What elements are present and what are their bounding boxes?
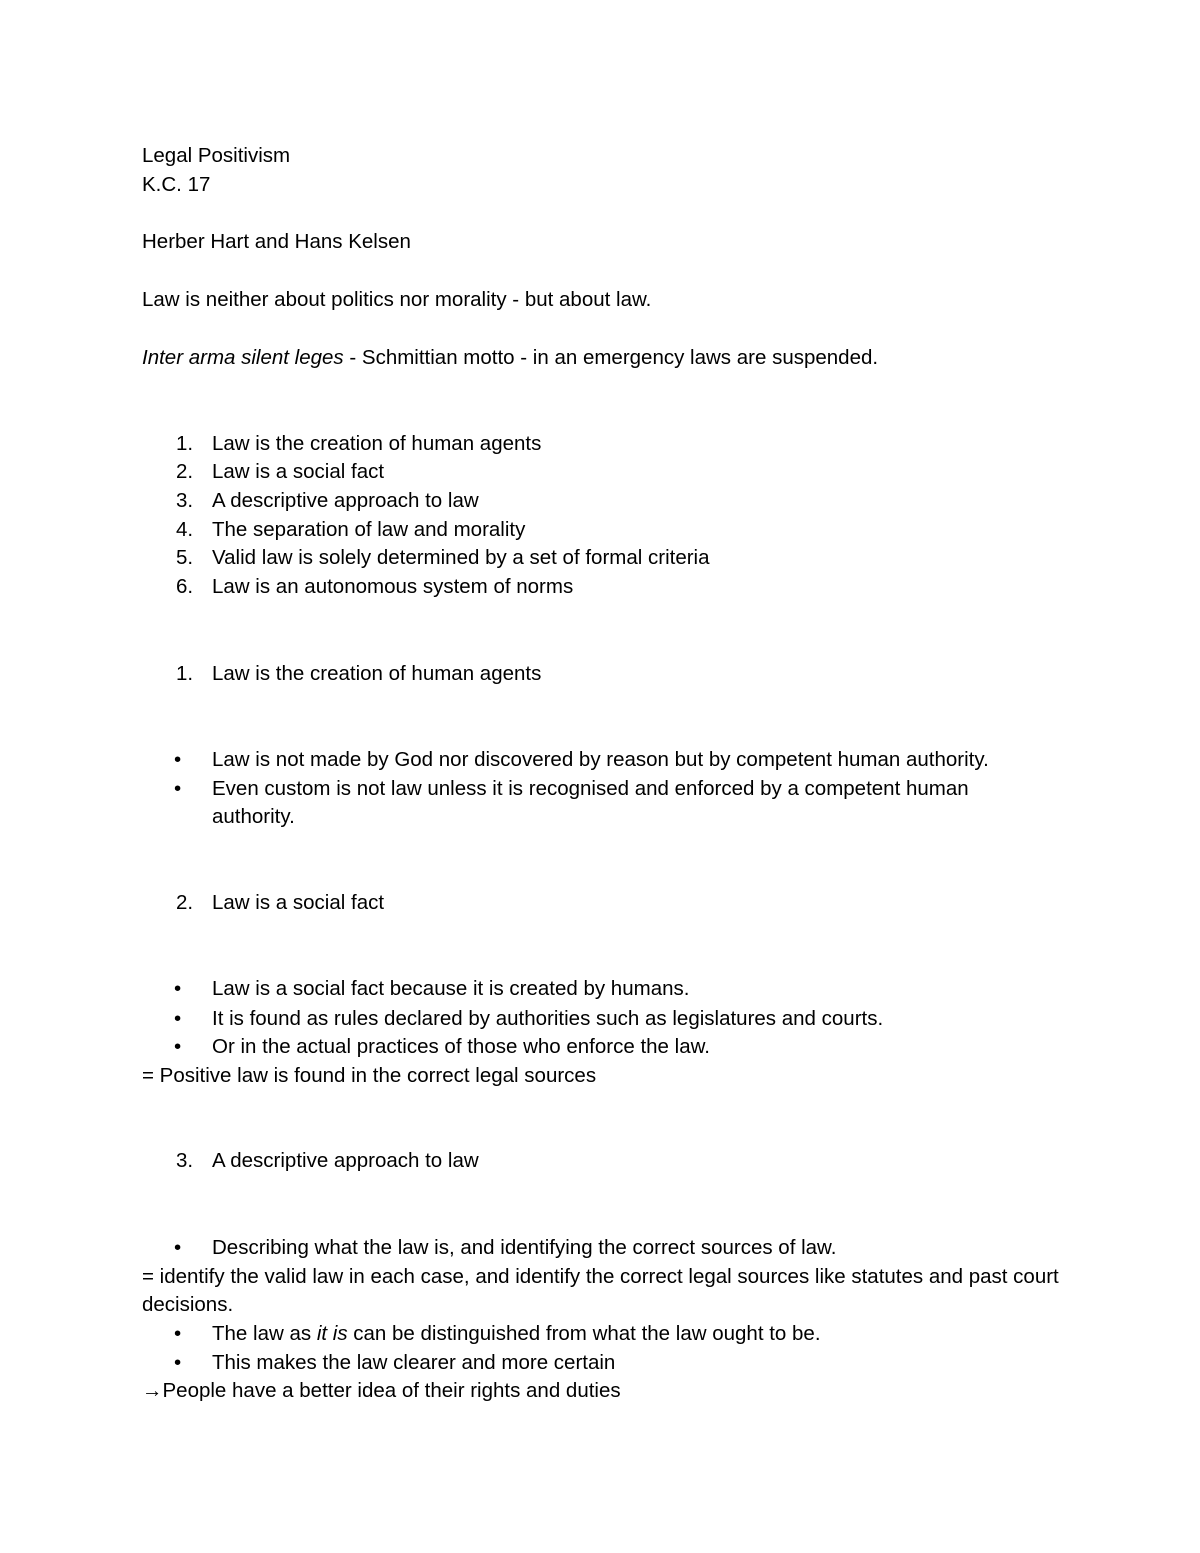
- summary-num: 2.: [176, 460, 194, 483]
- course-code: K.C. 17: [142, 173, 211, 196]
- bullet-text: Even custom is not law unless it is recognised and enforced by a competent human authority.: [212, 777, 969, 828]
- bullet-icon: •: [174, 1322, 182, 1345]
- summary-num: 1.: [176, 432, 194, 455]
- bullet-icon: •: [174, 977, 182, 1000]
- motto-latin: Inter arma silent leges: [142, 346, 344, 369]
- section-num: 3.: [176, 1149, 194, 1172]
- summary-item: A descriptive approach to law: [212, 489, 479, 512]
- motto-line: [142, 344, 878, 372]
- section-note: = identify the valid law in each case, and identify the correct legal sources like statutes and past court decisions.: [142, 1265, 1059, 1316]
- bullet-text: This makes the law clearer and more certain: [212, 1351, 616, 1374]
- summary-item: The separation of law and morality: [212, 518, 526, 541]
- summary-num: 6.: [176, 575, 194, 598]
- summary-item: Law is a social fact: [212, 460, 385, 483]
- bullet-icon: •: [174, 1351, 182, 1374]
- summary-num: 3.: [176, 489, 194, 512]
- bullet-icon: •: [174, 1007, 182, 1030]
- section-num: 1.: [176, 662, 194, 685]
- authors-line: Herber Hart and Hans Kelsen: [142, 230, 411, 253]
- summary-item: Law is an autonomous system of norms: [212, 575, 574, 598]
- bullet-icon: •: [174, 748, 182, 771]
- bullet-text: Law is not made by God nor discovered by reason but by competent human authority.: [212, 748, 989, 771]
- bullet-text-pre: The law as: [212, 1322, 317, 1345]
- bullet-text-post: can be distinguished from what the law ought to be.: [347, 1322, 821, 1345]
- summary-num: 5.: [176, 546, 194, 569]
- section-heading: Law is the creation of human agents: [212, 662, 542, 685]
- section-num: 2.: [176, 891, 194, 914]
- summary-num: 4.: [176, 518, 194, 541]
- bullet-icon: •: [174, 1035, 182, 1058]
- document-title: Legal Positivism: [142, 144, 291, 167]
- section-conclusion: →People have a better idea of their rights and duties: [142, 1379, 621, 1402]
- section-heading: Law is a social fact: [212, 891, 385, 914]
- bullet-icon: •: [174, 1236, 182, 1259]
- bullet-text-em: it is: [316, 1322, 348, 1345]
- bullet-text: Describing what the law is, and identifying the correct sources of law.: [212, 1236, 837, 1259]
- motto-rest: - Schmittian motto - in an emergency laws are suspended.: [343, 346, 879, 369]
- bullet-text: Law is a social fact because it is created by humans.: [212, 977, 690, 1000]
- bullet-text: It is found as rules declared by authorities such as legislatures and courts.: [212, 1007, 884, 1030]
- bullet-icon: •: [174, 777, 182, 800]
- bullet-text: Or in the actual practices of those who enforce the law.: [212, 1035, 710, 1058]
- section-conclusion: = Positive law is found in the correct legal sources: [142, 1064, 597, 1087]
- summary-item: Valid law is solely determined by a set of formal criteria: [212, 546, 710, 569]
- summary-item: Law is the creation of human agents: [212, 432, 542, 455]
- thesis-line: Law is neither about politics nor morality - but about law.: [142, 288, 652, 311]
- bullet-text: [212, 1320, 821, 1348]
- section-heading: A descriptive approach to law: [212, 1149, 479, 1172]
